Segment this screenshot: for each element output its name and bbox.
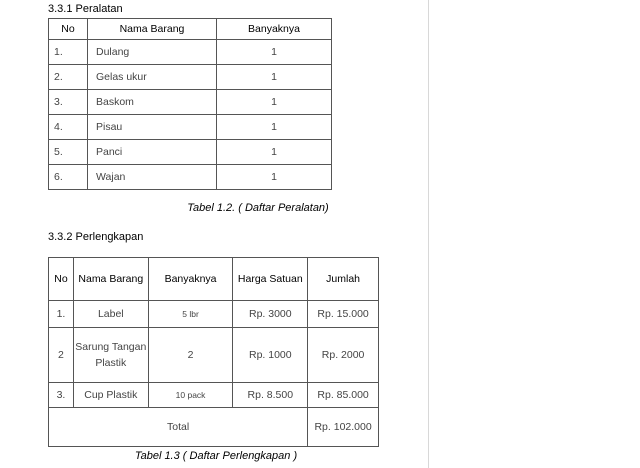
- cell-qty: 1: [217, 140, 332, 165]
- table-row: [49, 165, 332, 190]
- table-row: [49, 90, 332, 115]
- section-heading-peralatan: 3.3.1 Peralatan: [48, 3, 123, 15]
- cell-no: 3.: [49, 90, 88, 115]
- header-nama-barang: Nama Barang: [73, 258, 148, 301]
- cell-qty: 1: [217, 40, 332, 65]
- table-total-row: [49, 408, 379, 447]
- cell-qty: 2: [148, 328, 233, 383]
- header-harga-satuan: Harga Satuan: [233, 258, 308, 301]
- cell-no: 1.: [49, 40, 88, 65]
- header-jumlah: Jumlah: [308, 258, 379, 301]
- cell-price: Rp. 3000: [233, 301, 308, 328]
- table-row: [49, 140, 332, 165]
- cell-qty: 5 lbr: [148, 301, 233, 328]
- header-banyaknya: Banyaknya: [217, 19, 332, 40]
- cell-name: Cup Plastik: [73, 383, 148, 408]
- cell-qty: 1: [217, 115, 332, 140]
- cell-no: 5.: [49, 140, 88, 165]
- table-row: [49, 383, 379, 408]
- cell-name: Baskom: [88, 90, 217, 115]
- section-heading-perlengkapan: 3.3.2 Perlengkapan: [48, 231, 144, 243]
- cell-name: Label: [73, 301, 148, 328]
- header-no: No: [49, 258, 74, 301]
- cell-price: Rp. 1000: [233, 328, 308, 383]
- cell-qty: 1: [217, 90, 332, 115]
- cell-total: Rp. 85.000: [308, 383, 379, 408]
- cell-price: Rp. 8.500: [233, 383, 308, 408]
- page-margin-line: [428, 0, 429, 468]
- cell-total-value: Rp. 102.000: [308, 408, 379, 447]
- table-perlengkapan: [48, 257, 379, 447]
- table-header-row: [49, 258, 379, 301]
- table-row: [49, 65, 332, 90]
- cell-name: Panci: [88, 140, 217, 165]
- cell-no: 4.: [49, 115, 88, 140]
- cell-qty: 1: [217, 165, 332, 190]
- table-row: [49, 301, 379, 328]
- table-row: [49, 115, 332, 140]
- cell-qty: 1: [217, 65, 332, 90]
- header-no: No: [49, 19, 88, 40]
- table-header-row: [49, 19, 332, 40]
- cell-no: 1.: [49, 301, 74, 328]
- table-peralatan: [48, 18, 332, 190]
- cell-qty: 10 pack: [148, 383, 233, 408]
- cell-total: Rp. 15.000: [308, 301, 379, 328]
- cell-total: Rp. 2000: [308, 328, 379, 383]
- table-row: [49, 40, 332, 65]
- cell-name: Sarung Tangan Plastik: [73, 328, 148, 383]
- cell-name: Dulang: [88, 40, 217, 65]
- cell-no: 2: [49, 328, 74, 383]
- cell-no: 3.: [49, 383, 74, 408]
- table-row: [49, 328, 379, 383]
- cell-name: Pisau: [88, 115, 217, 140]
- caption-tabel-1-3: Tabel 1.3 ( Daftar Perlengkapan ): [134, 450, 298, 462]
- cell-name: Gelas ukur: [88, 65, 217, 90]
- cell-no: 6.: [49, 165, 88, 190]
- cell-name: Wajan: [88, 165, 217, 190]
- cell-total-label: Total: [49, 408, 308, 447]
- header-nama-barang: Nama Barang: [88, 19, 217, 40]
- cell-no: 2.: [49, 65, 88, 90]
- caption-tabel-1-2: Tabel 1.2. ( Daftar Peralatan): [187, 202, 329, 214]
- header-banyaknya: Banyaknya: [148, 258, 233, 301]
